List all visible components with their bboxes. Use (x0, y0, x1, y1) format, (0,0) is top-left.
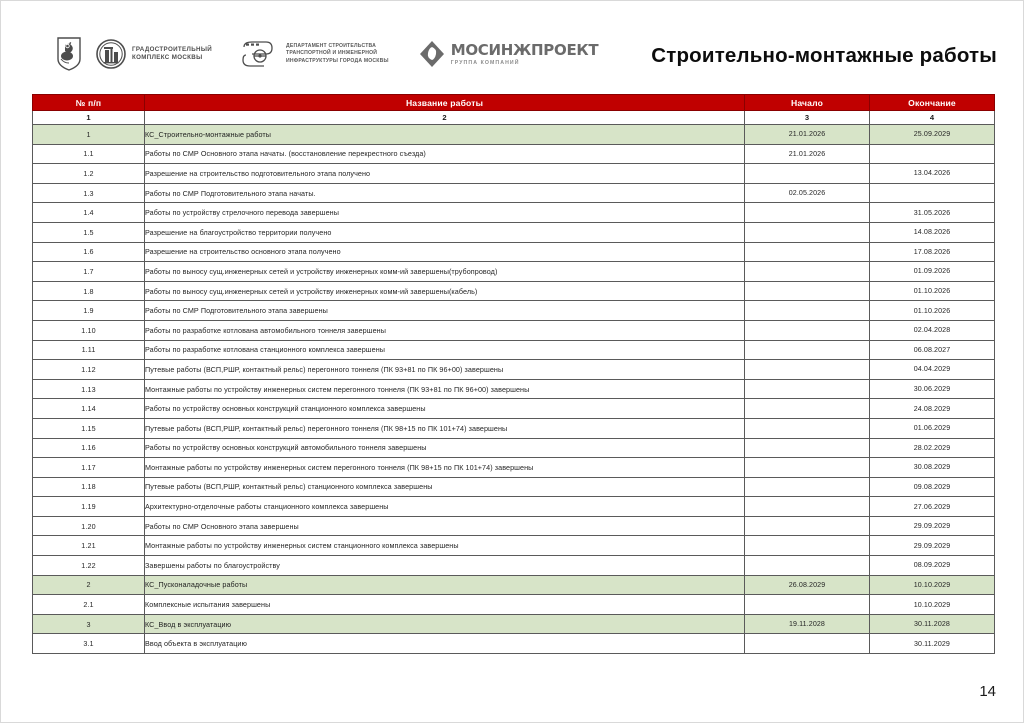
row-start-date (745, 536, 870, 556)
row-task-name: Работы по разработке котлована автомобильного тоннеля завершены (145, 320, 745, 340)
row-start-date (745, 320, 870, 340)
logo-line-1: ГРАДОСТРОИТЕЛЬНЫЙ (132, 45, 213, 53)
row-number: 1.17 (33, 458, 145, 478)
column-index-4: 4 (870, 111, 995, 125)
dept-line-2: ТРАНСПОРТНОЙ И ИНЖЕНЕРНОЙ (286, 50, 378, 57)
row-number: 2 (33, 575, 145, 595)
row-start-date (745, 438, 870, 458)
table-row (33, 164, 995, 184)
row-end-date: 29.09.2029 (870, 516, 995, 536)
mosinzhproekt-wordmark: МОСИНЖПРОЕКТ (450, 40, 599, 59)
row-start-date (745, 458, 870, 478)
row-task-name: Разрешение на благоустройство территории получено (145, 222, 745, 242)
row-number: 1.13 (33, 379, 145, 399)
row-number: 1.21 (33, 536, 145, 556)
column-header-name: Название работы (145, 95, 745, 111)
row-number: 3.1 (33, 634, 145, 654)
table-row (33, 536, 995, 556)
row-end-date: 01.10.2026 (870, 301, 995, 321)
logo-line-2: КОМПЛЕКС МОСКВЫ (132, 54, 203, 61)
table-row (33, 242, 995, 262)
row-number: 1.12 (33, 360, 145, 380)
row-end-date: 06.08.2027 (870, 340, 995, 360)
table-row (33, 497, 995, 517)
row-end-date: 01.09.2026 (870, 262, 995, 282)
row-end-date: 24.08.2029 (870, 399, 995, 419)
row-number: 1.20 (33, 516, 145, 536)
row-end-date: 29.09.2029 (870, 536, 995, 556)
schedule-table (32, 94, 995, 654)
row-end-date: 30.11.2028 (870, 614, 995, 634)
row-number: 1.1 (33, 144, 145, 164)
dept-line-1: ДЕПАРТАМЕНТ СТРОИТЕЛЬСТВА (286, 42, 377, 49)
tunnel-icon (240, 39, 280, 69)
row-start-date (745, 399, 870, 419)
row-task-name: Работы по устройству основных конструкций автомобильного тоннеля завершены (145, 438, 745, 458)
row-task-name: Работы по выносу сущ.инженерных сетей и устройству инженерных комм-ий завершены(кабель) (145, 281, 745, 301)
diamond-mark-icon (419, 40, 445, 68)
row-task-name: Путевые работы (ВСП,РШР, контактный рельс) станционного комплекса завершены (145, 477, 745, 497)
row-end-date: 13.04.2026 (870, 164, 995, 184)
row-end-date: 09.08.2029 (870, 477, 995, 497)
logo-gradostroitelny-text (132, 46, 212, 63)
table-row (33, 183, 995, 203)
row-start-date (745, 418, 870, 438)
row-end-date: 30.06.2029 (870, 379, 995, 399)
table-row (33, 595, 995, 615)
row-task-name: Монтажные работы по устройству инженерных систем станционного комплекса завершены (145, 536, 745, 556)
table-row (33, 614, 995, 634)
row-start-date: 26.08.2029 (745, 575, 870, 595)
logo-bar (56, 37, 598, 71)
row-end-date: 08.09.2029 (870, 556, 995, 576)
row-end-date: 28.02.2029 (870, 438, 995, 458)
row-task-name: Путевые работы (ВСП,РШР, контактный рельс) перегонного тоннеля (ПК 98+15 по ПК 101+74) завершены (145, 418, 745, 438)
row-end-date: 30.11.2029 (870, 634, 995, 654)
table-row (33, 360, 995, 380)
row-start-date (745, 595, 870, 615)
row-task-name: Завершены работы по благоустройству (145, 556, 745, 576)
row-start-date (745, 477, 870, 497)
table-row (33, 301, 995, 321)
row-start-date (745, 340, 870, 360)
dept-line-3: ИНФРАСТРУКТУРЫ ГОРОДА МОСКВЫ (286, 57, 389, 64)
row-end-date: 25.09.2029 (870, 125, 995, 145)
table-body (33, 125, 995, 654)
logo-mosinzhproekt-text (450, 40, 599, 66)
logo-mosinzhproekt (419, 40, 599, 68)
row-number: 1.5 (33, 222, 145, 242)
row-start-date (745, 556, 870, 576)
row-number: 1.3 (33, 183, 145, 203)
row-number: 1 (33, 125, 145, 145)
row-number: 3 (33, 614, 145, 634)
row-task-name: Работы по устройству стрелочного перевода завершены (145, 203, 745, 223)
row-task-name: Работы по СМР Основного этапа завершены (145, 516, 745, 536)
row-number: 1.11 (33, 340, 145, 360)
table-row (33, 340, 995, 360)
row-task-name: КС_Строительно-монтажные работы (145, 125, 745, 145)
logo-department-text (286, 43, 389, 65)
row-number: 1.9 (33, 301, 145, 321)
row-task-name: Ввод объекта в эксплуатацию (145, 634, 745, 654)
row-start-date (745, 164, 870, 184)
row-end-date: 10.10.2029 (870, 575, 995, 595)
row-number: 1.14 (33, 399, 145, 419)
table-row (33, 418, 995, 438)
table-row (33, 516, 995, 536)
row-end-date (870, 144, 995, 164)
row-end-date: 17.08.2026 (870, 242, 995, 262)
row-task-name: Путевые работы (ВСП,РШР, контактный рельс) перегонного тоннеля (ПК 93+81 по ПК 96+00) завершены (145, 360, 745, 380)
table-row (33, 281, 995, 301)
row-end-date: 10.10.2029 (870, 595, 995, 615)
page-title: Строительно-монтажные работы (651, 44, 997, 67)
row-end-date: 27.06.2029 (870, 497, 995, 517)
row-task-name: Комплексные испытания завершены (145, 595, 745, 615)
table-row (33, 320, 995, 340)
table-row (33, 379, 995, 399)
row-start-date (745, 242, 870, 262)
logo-moscow-coat-of-arms (56, 37, 82, 71)
table-row (33, 477, 995, 497)
row-task-name: Работы по разработке котлована станционного комплекса завершены (145, 340, 745, 360)
row-number: 1.7 (33, 262, 145, 282)
row-end-date: 14.08.2026 (870, 222, 995, 242)
table-row (33, 458, 995, 478)
row-start-date (745, 222, 870, 242)
row-task-name: Работы по СМР Подготовительного этапа начаты. (145, 183, 745, 203)
row-number: 1.2 (33, 164, 145, 184)
logo-department-of-construction (240, 39, 389, 69)
page-number: 14 (979, 683, 996, 700)
row-start-date (745, 281, 870, 301)
row-number: 1.18 (33, 477, 145, 497)
row-number: 1.4 (33, 203, 145, 223)
row-start-date (745, 516, 870, 536)
row-end-date: 02.04.2028 (870, 320, 995, 340)
table-row (33, 222, 995, 242)
row-start-date (745, 634, 870, 654)
column-header-end: Окончание (870, 95, 995, 111)
table-row (33, 144, 995, 164)
row-start-date: 21.01.2026 (745, 144, 870, 164)
table-row (33, 262, 995, 282)
row-task-name: Работы по СМР Основного этапа начаты. (восстановление перекрестного съезда) (145, 144, 745, 164)
table-row (33, 575, 995, 595)
table-header-row (33, 95, 995, 111)
row-end-date: 30.08.2029 (870, 458, 995, 478)
row-task-name: КС_Ввод в эксплуатацию (145, 614, 745, 634)
row-start-date (745, 360, 870, 380)
column-header-start: Начало (745, 95, 870, 111)
row-number: 1.8 (33, 281, 145, 301)
logo-gradostroitelny-kompleks (96, 39, 212, 69)
schedule-table-container (32, 94, 994, 654)
row-end-date (870, 183, 995, 203)
row-task-name: Монтажные работы по устройству инженерных систем перегонного тоннеля (ПК 98+15 по ПК 101+74) завершены (145, 458, 745, 478)
table-row (33, 634, 995, 654)
row-task-name: Разрешение на строительство основного этапа получено (145, 242, 745, 262)
row-end-date: 04.04.2029 (870, 360, 995, 380)
row-task-name: КС_Пусконаладочные работы (145, 575, 745, 595)
mosinzhproekt-tagline: ГРУППА КОМПАНИЙ (450, 59, 520, 66)
row-task-name: Монтажные работы по устройству инженерных систем перегонного тоннеля (ПК 93+81 по ПК 96+00) завершены (145, 379, 745, 399)
row-end-date: 31.05.2026 (870, 203, 995, 223)
row-number: 2.1 (33, 595, 145, 615)
circle-building-icon (96, 39, 126, 69)
coat-of-arms-icon (56, 37, 82, 71)
table-row (33, 125, 995, 145)
column-index-3: 3 (745, 111, 870, 125)
row-start-date: 19.11.2028 (745, 614, 870, 634)
table-row (33, 203, 995, 223)
table-column-index-row (33, 111, 995, 125)
row-number: 1.6 (33, 242, 145, 262)
row-start-date (745, 497, 870, 517)
column-index-2: 2 (145, 111, 745, 125)
row-number: 1.15 (33, 418, 145, 438)
row-start-date (745, 301, 870, 321)
row-number: 1.19 (33, 497, 145, 517)
row-task-name: Разрешение на строительство подготовительного этапа получено (145, 164, 745, 184)
slide-header (1, 1, 1024, 93)
column-header-num: № п/п (33, 95, 145, 111)
table-head (33, 95, 995, 125)
row-start-date: 02.05.2026 (745, 183, 870, 203)
table-row (33, 399, 995, 419)
row-start-date (745, 203, 870, 223)
row-start-date (745, 379, 870, 399)
table-row (33, 556, 995, 576)
table-row (33, 438, 995, 458)
row-number: 1.22 (33, 556, 145, 576)
row-task-name: Работы по СМР Подготовительного этапа завершены (145, 301, 745, 321)
row-end-date: 01.10.2026 (870, 281, 995, 301)
row-start-date (745, 262, 870, 282)
row-start-date: 21.01.2026 (745, 125, 870, 145)
row-task-name: Работы по устройству основных конструкций станционного комплекса завершены (145, 399, 745, 419)
row-task-name: Архитектурно-отделочные работы станционного комплекса завершены (145, 497, 745, 517)
row-number: 1.10 (33, 320, 145, 340)
row-task-name: Работы по выносу сущ.инженерных сетей и устройству инженерных комм-ий завершены(трубопровод) (145, 262, 745, 282)
row-number: 1.16 (33, 438, 145, 458)
row-end-date: 01.06.2029 (870, 418, 995, 438)
column-index-1: 1 (33, 111, 145, 125)
